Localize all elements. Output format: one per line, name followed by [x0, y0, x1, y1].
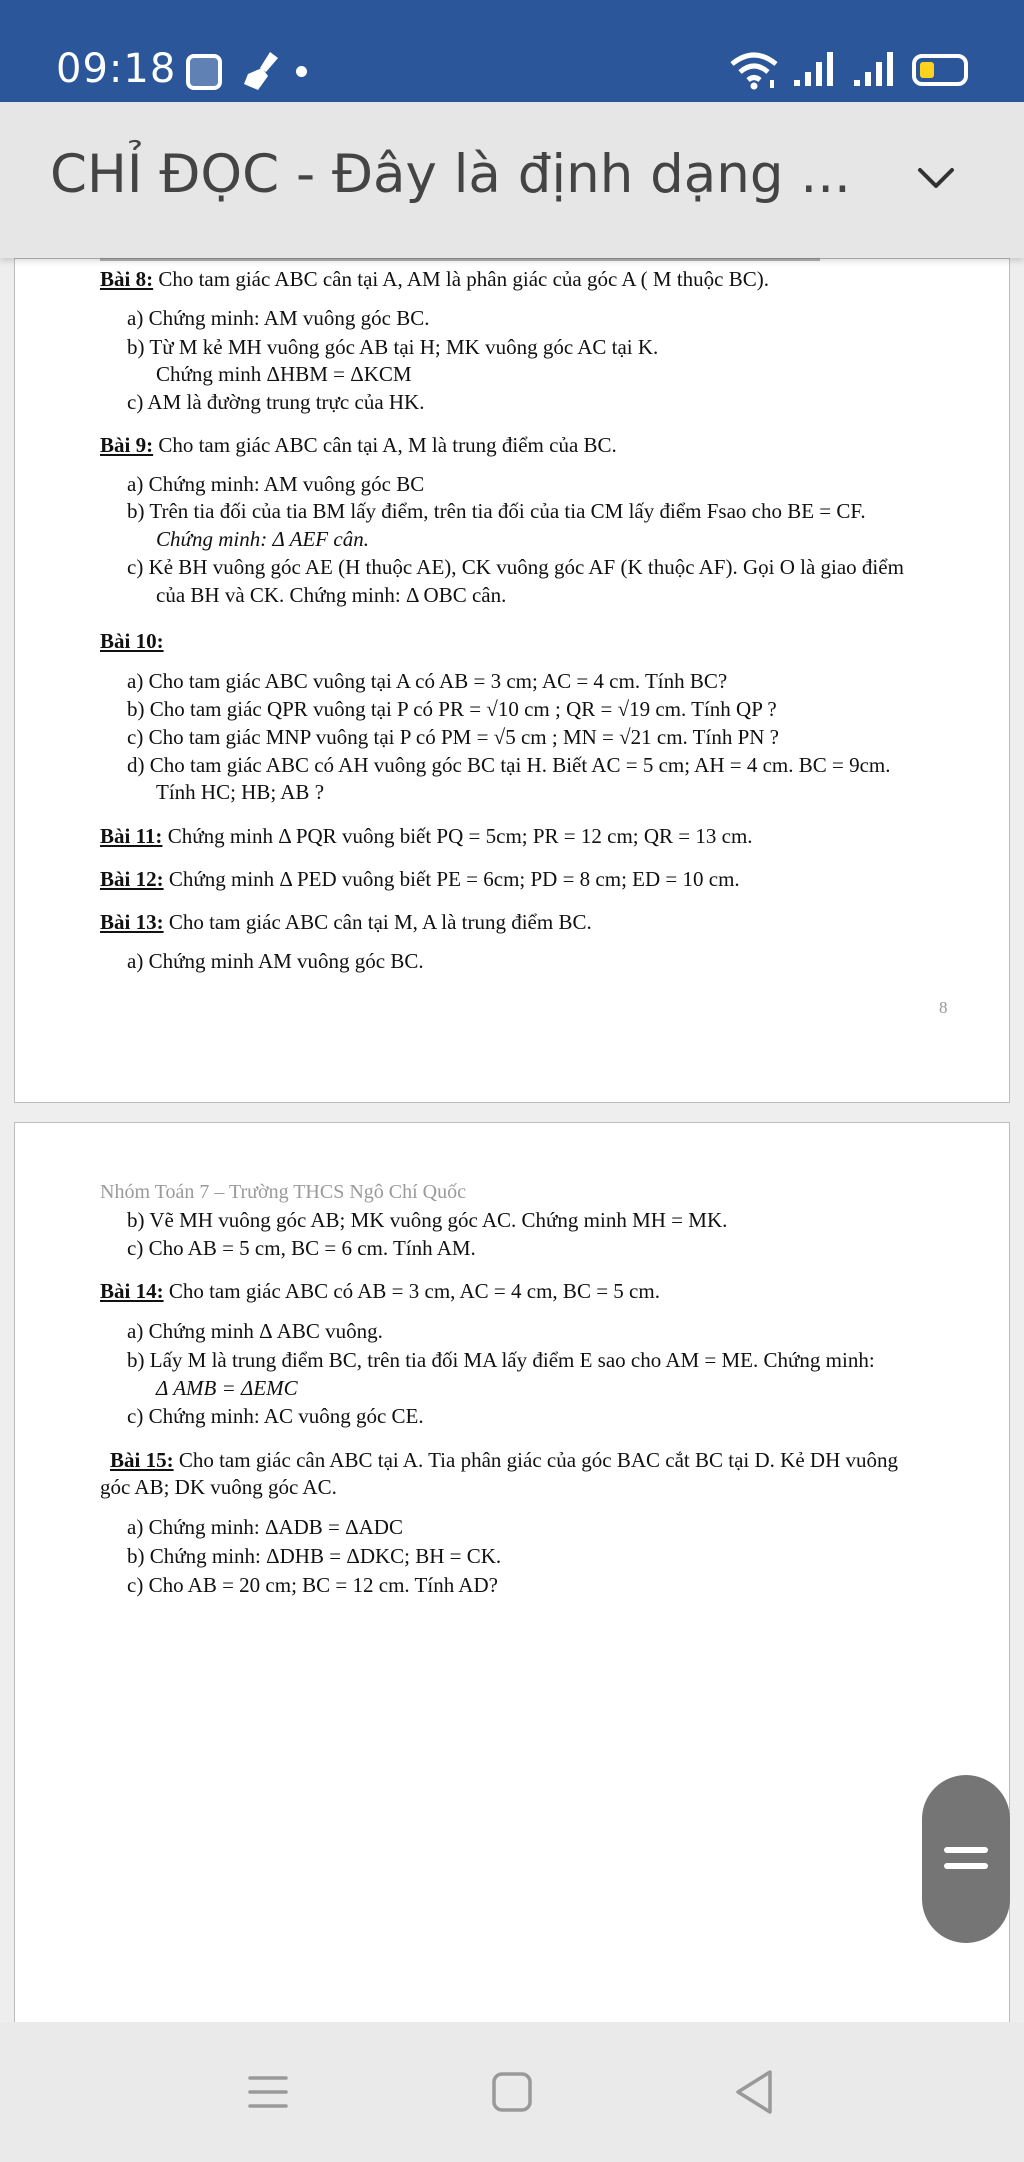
- list-item: c) Cho AB = 5 cm, BC = 6 cm. Tính AM.: [127, 1236, 476, 1260]
- problem-9: [100, 433, 617, 458]
- list-item: a) Chứng minh AM vuông góc BC.: [127, 949, 424, 973]
- list-item: b) Lấy M là trung điểm BC, trên tia đối MA lấy điểm E sao cho AM = ME. Chứng minh:: [127, 1348, 875, 1372]
- list-item: của BH và CK. Chứng minh: Δ OBC cân.: [156, 583, 507, 607]
- list-item: Tính HC; HB; AB ?: [156, 780, 325, 804]
- problem-text-continued: góc AB; DK vuông góc AC.: [100, 1475, 337, 1499]
- readonly-banner[interactable]: [0, 102, 1024, 258]
- chevron-down-icon[interactable]: [910, 152, 962, 204]
- list-item: Chứng minh ΔHBM = ΔKCM: [156, 362, 412, 386]
- home-icon[interactable]: [482, 2062, 542, 2122]
- list-item: c) Cho tam giác MNP vuông tại P có PM = √5 cm ; MN = √21 cm. Tính PN ?: [127, 725, 780, 749]
- problem-text: Cho tam giác ABC cân tại A, M là trung điểm của BC.: [153, 433, 617, 457]
- list-item: a) Chứng minh: ΔADB = ΔADC: [127, 1515, 403, 1539]
- wifi-icon: [728, 50, 780, 90]
- list-item: b) Từ M kẻ MH vuông góc AB tại H; MK vuông góc AC tại K.: [127, 335, 659, 359]
- problem-text: Cho tam giác ABC có AB = 3 cm, AC = 4 cm, BC = 5 cm.: [163, 1279, 660, 1303]
- problem-8: [100, 267, 769, 292]
- problem-14: [100, 1279, 660, 1304]
- status-bar: [0, 0, 1024, 102]
- problem-label: Bài 10:: [100, 629, 164, 653]
- list-item: d) Cho tam giác ABC có AH vuông góc BC tại H. Biết AC = 5 cm; AH = 4 cm. BC = 9cm.: [127, 753, 891, 777]
- signal-icon: [852, 50, 896, 88]
- back-icon[interactable]: [726, 2062, 786, 2122]
- dot-icon: [296, 66, 307, 77]
- problem-label: Bài 11:: [100, 824, 163, 848]
- readonly-title: CHỈ ĐỌC - Đây là định dạng ...: [50, 144, 851, 205]
- problem-label: Bài 12:: [100, 867, 164, 891]
- problem-label: Bài 13:: [100, 910, 164, 934]
- cleaner-icon: [240, 48, 286, 94]
- app-notification-icon: [186, 54, 222, 90]
- grip-line: [944, 1863, 988, 1869]
- problem-12: [100, 867, 740, 892]
- problem-11: [100, 824, 753, 849]
- list-item: c) Chứng minh: AC vuông góc CE.: [127, 1404, 424, 1428]
- problem-label: Bài 15:: [110, 1448, 174, 1472]
- problem-text: Chứng minh Δ PQR vuông biết PQ = 5cm; PR = 12 cm; QR = 13 cm.: [162, 824, 753, 848]
- problem-text: Chứng minh Δ PED vuông biết PE = 6cm; PD = 8 cm; ED = 10 cm.: [163, 867, 740, 891]
- page-header: Nhóm Toán 7 – Trường THCS Ngô Chí Quốc: [100, 1181, 466, 1203]
- problem-15: [110, 1448, 898, 1473]
- list-item: b) Chứng minh: ΔDHB = ΔDKC; BH = CK.: [127, 1544, 502, 1568]
- document-page: [14, 258, 1010, 1103]
- list-item: a) Chứng minh: AM vuông góc BC: [127, 472, 425, 496]
- problem-label: Bài 8:: [100, 267, 154, 291]
- navigation-bar: [0, 2022, 1024, 2162]
- fast-scroll-handle[interactable]: [922, 1775, 1010, 1943]
- grip-line: [944, 1847, 988, 1853]
- list-item: c) Cho AB = 20 cm; BC = 12 cm. Tính AD?: [127, 1573, 498, 1597]
- problem-text: Cho tam giác cân ABC tại A. Tia phân giác của góc BAC cắt BC tại D. Kẻ DH vuông: [173, 1448, 898, 1472]
- battery-icon: [912, 54, 968, 86]
- page-number: 8: [939, 998, 948, 1017]
- document-page: [14, 1122, 1010, 2022]
- problem-13: [100, 910, 592, 935]
- menu-icon[interactable]: [238, 2062, 298, 2122]
- status-time: 09:18: [56, 46, 177, 92]
- list-item: a) Chứng minh: AM vuông góc BC.: [127, 306, 430, 330]
- list-item: Δ AMB = ΔEMC: [156, 1376, 298, 1400]
- problem-text: Cho tam giác ABC cân tại M, A là trung điểm BC.: [163, 910, 592, 934]
- problem-label: Bài 9:: [100, 433, 154, 457]
- list-item: a) Chứng minh Δ ABC vuông.: [127, 1319, 383, 1343]
- list-item: a) Cho tam giác ABC vuông tại A có AB = 3 cm; AC = 4 cm. Tính BC?: [127, 669, 728, 693]
- list-item: c) Kẻ BH vuông góc AE (H thuộc AE), CK vuông góc AF (K thuộc AF). Gọi O là giao điểm: [127, 555, 904, 579]
- list-item: b) Trên tia đối của tia BM lấy điểm, trên tia đối của tia CM lấy điểm Fsao cho BE = CF.: [127, 499, 866, 523]
- signal-icon: [792, 50, 836, 88]
- list-item: c) AM là đường trung trực của HK.: [127, 390, 425, 414]
- list-item: b) Cho tam giác QPR vuông tại P có PR = √10 cm ; QR = √19 cm. Tính QP ?: [127, 697, 777, 721]
- battery-level: [920, 62, 934, 78]
- problem-text: Cho tam giác ABC cân tại A, AM là phân giác của góc A ( M thuộc BC).: [153, 267, 769, 291]
- list-item: b) Vẽ MH vuông góc AB; MK vuông góc AC. Chứng minh MH = MK.: [127, 1208, 728, 1232]
- problem-10: [100, 629, 164, 654]
- list-item: Chứng minh: Δ AEF cân.: [156, 527, 369, 551]
- problem-label: Bài 14:: [100, 1279, 164, 1303]
